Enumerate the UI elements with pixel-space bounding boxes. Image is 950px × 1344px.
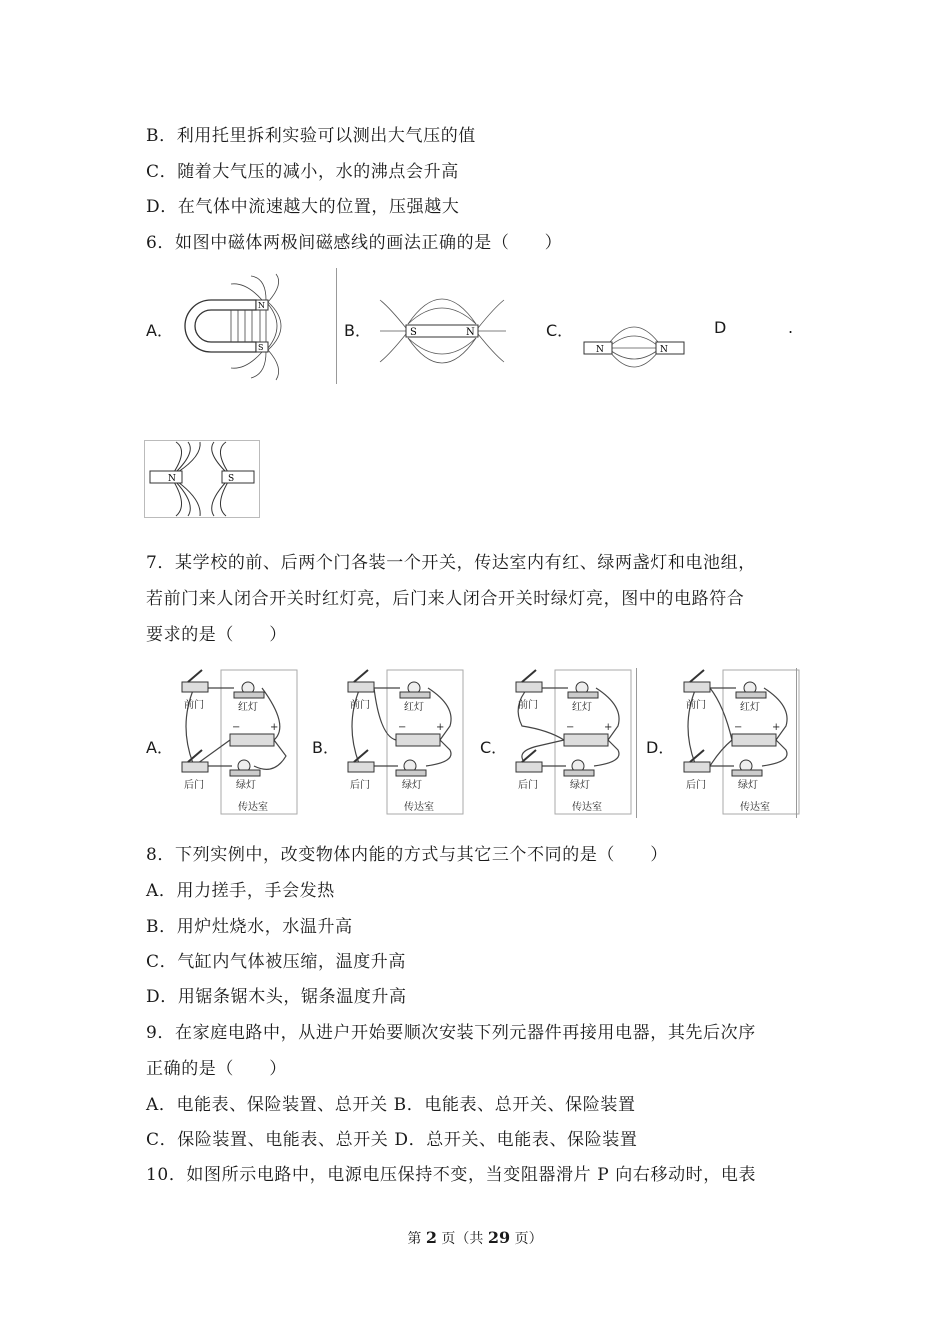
q6-divider bbox=[336, 268, 337, 384]
q7-question-line2: 若前门来人闭合开关时红灯亮，后门来人闭合开关时绿灯亮，图中的电路符合 bbox=[146, 589, 745, 609]
q7-label-b: B． bbox=[312, 738, 339, 757]
q7-circuit-c bbox=[508, 666, 634, 818]
q10-question: 10．如图所示电路中，电源电压保持不变，当变阻器滑片 P 向右移动时，电表 bbox=[146, 1165, 757, 1185]
q7-label-a: A． bbox=[146, 738, 173, 757]
q7-circuit-a bbox=[174, 666, 300, 818]
q7-divider-d bbox=[796, 668, 797, 818]
q9-options-cd: C．保险装置、电能表、总开关 D．总开关、电能表、保险装置 bbox=[146, 1130, 638, 1150]
q6-question: 6．如图中磁体两极间磁感线的画法正确的是（ ） bbox=[146, 233, 563, 253]
q7-question-line1: 7．某学校的前、后两个门各装一个开关，传达室内有红、绿两盏灯和电池组， bbox=[146, 553, 756, 573]
q5-option-b: B．利用托里拆利实验可以测出大气压的值 bbox=[146, 126, 476, 146]
q6-figure-c bbox=[582, 312, 686, 384]
q7b-minus: − bbox=[398, 722, 407, 733]
q7a-room: 传达室 bbox=[238, 802, 268, 813]
q7b-room: 传达室 bbox=[404, 802, 434, 813]
q7a-green-lamp: 绿灯 bbox=[236, 780, 256, 791]
footer-mid: 页（共 bbox=[436, 1231, 488, 1247]
q7-label-c: C． bbox=[480, 738, 508, 757]
q7b-red-lamp: 红灯 bbox=[404, 702, 424, 713]
q7a-front-door: 前门 bbox=[184, 700, 204, 711]
q5-option-c: C．随着大气压的减小，水的沸点会升高 bbox=[146, 162, 459, 182]
q6c-pole-left: N bbox=[596, 345, 604, 355]
q9-question-line1: 9．在家庭电路中，从进户开始要顺次安装下列元器件再接用电器，其先后次序 bbox=[146, 1023, 756, 1043]
q7c-green-lamp: 绿灯 bbox=[570, 780, 590, 791]
q6-label-a: A． bbox=[146, 321, 173, 340]
q6b-pole-n: N bbox=[466, 327, 475, 338]
q7c-front-door: 前门 bbox=[518, 700, 538, 711]
footer-suffix: 页） bbox=[510, 1231, 543, 1247]
q7c-room: 传达室 bbox=[572, 802, 602, 813]
q6-figure-a bbox=[176, 272, 296, 384]
q7c-minus: − bbox=[566, 722, 575, 733]
page-footer bbox=[0, 1228, 950, 1248]
q7d-green-lamp: 绿灯 bbox=[738, 780, 758, 791]
q9-options-ab: A．电能表、保险装置、总开关 B．电能表、总开关、保险装置 bbox=[146, 1095, 636, 1115]
q6d-pole-n: N bbox=[168, 474, 176, 484]
q7a-red-lamp: 红灯 bbox=[238, 702, 258, 713]
q6c-pole-right: N bbox=[660, 345, 668, 355]
q6b-pole-s: S bbox=[410, 327, 417, 338]
q7d-room: 传达室 bbox=[740, 802, 770, 813]
q7-divider-c bbox=[636, 668, 637, 818]
q7-label-d: D． bbox=[646, 738, 675, 757]
q7a-minus: − bbox=[232, 722, 241, 733]
q7-circuit-d bbox=[676, 666, 802, 818]
q7d-front-door: 前门 bbox=[686, 700, 706, 711]
q8-option-a: A．用力搓手，手会发热 bbox=[146, 881, 335, 901]
q7d-back-door: 后门 bbox=[686, 780, 706, 791]
q7a-plus: + bbox=[270, 722, 279, 733]
q7c-plus: + bbox=[604, 722, 613, 733]
q6-label-c: C． bbox=[546, 321, 574, 340]
q7b-back-door: 后门 bbox=[350, 780, 370, 791]
q7d-minus: − bbox=[734, 722, 743, 733]
footer-prefix: 第 bbox=[407, 1231, 426, 1247]
q6d-pole-s: S bbox=[228, 474, 235, 484]
q6a-pole-n: N bbox=[258, 301, 265, 310]
q6a-pole-s: S bbox=[258, 343, 264, 352]
q6-label-d: D bbox=[714, 318, 727, 337]
footer-total-pages: 29 bbox=[487, 1228, 511, 1247]
q7a-back-door: 后门 bbox=[184, 780, 204, 791]
q6-figure-b bbox=[372, 278, 512, 384]
q8-option-d: D．用锯条锯木头，锯条温度升高 bbox=[146, 987, 407, 1007]
q7b-front-door: 前门 bbox=[350, 700, 370, 711]
q7b-green-lamp: 绿灯 bbox=[402, 780, 422, 791]
q7d-plus: + bbox=[772, 722, 781, 733]
q6-label-d-dot: . bbox=[788, 318, 794, 337]
q7d-red-lamp: 红灯 bbox=[740, 702, 760, 713]
q7c-red-lamp: 红灯 bbox=[572, 702, 592, 713]
q7-circuit-b bbox=[340, 666, 466, 818]
q7b-plus: + bbox=[436, 722, 445, 733]
q6-figure-d bbox=[144, 440, 260, 518]
q8-option-c: C．气缸内气体被压缩，温度升高 bbox=[146, 952, 407, 972]
q5-option-d: D．在气体中流速越大的位置，压强越大 bbox=[146, 197, 460, 217]
q8-option-b: B．用炉灶烧水，水温升高 bbox=[146, 917, 353, 937]
q6-label-b: B． bbox=[344, 321, 371, 340]
q8-question: 8．下列实例中，改变物体内能的方式与其它三个不同的是（ ） bbox=[146, 845, 668, 865]
q7-question-line3: 要求的是（ ） bbox=[146, 625, 287, 645]
q9-question-line2: 正确的是（ ） bbox=[146, 1059, 287, 1079]
q7c-back-door: 后门 bbox=[518, 780, 538, 791]
footer-page-number: 2 bbox=[425, 1228, 437, 1247]
